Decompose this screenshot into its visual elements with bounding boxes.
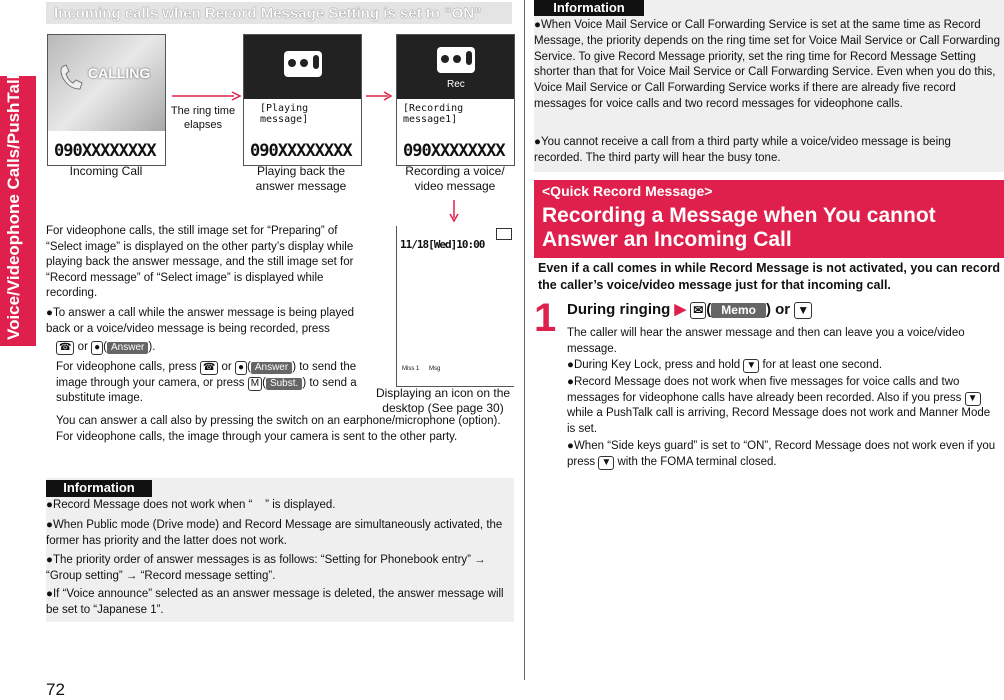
recording-screen <box>397 35 514 99</box>
arrow-down-icon <box>448 198 460 224</box>
message-icon <box>429 366 440 372</box>
or-text: or <box>775 301 791 318</box>
answer-softkey: Answer <box>251 362 292 374</box>
list-item: ●If “Voice announce” selected as an answer message is deleted, the answer message will be set to “Japanese 1”. <box>46 588 504 616</box>
arrow-right-icon <box>364 90 394 102</box>
phone-number: 090XXXXXXXX <box>403 141 505 161</box>
desktop-datetime: 11/18[Wed]10:00 <box>400 238 485 251</box>
signal-icon <box>496 228 512 240</box>
step-description: The caller will hear the answer message and then can leave you a voice/video message. <box>567 327 965 355</box>
list-item: ●When Public mode (Drive mode) and Record Message are simultaneously activated, the former has priority and the latter does not work. <box>46 519 503 547</box>
during-ringing-text: During ringing <box>567 301 671 318</box>
section-banner-text: Incoming calls when Record Message Setting is set to “ON” <box>54 5 482 22</box>
center-key-icon: ● <box>91 341 103 355</box>
quick-record-tag: <Quick Record Message> <box>542 183 713 199</box>
quick-record-title: Recording a Message when You cannot Answer an Incoming Call <box>542 204 936 251</box>
answer-softkey: Answer <box>107 342 148 354</box>
cassette-icon <box>284 51 322 77</box>
step-arrow-icon: ▶ <box>674 301 687 318</box>
step-instruction: During ringing ▶ ✉ ( Memo ) or ▼ <box>567 300 1001 319</box>
incoming-caption: Incoming Call <box>69 164 143 178</box>
recording-label: [Recording message1] <box>403 103 464 125</box>
menu-key-icon: M <box>248 377 262 391</box>
calling-label: CALLING <box>88 65 151 81</box>
side-tab <box>0 69 36 346</box>
phone-playing-message <box>243 34 362 166</box>
list-item: ●During Key Lock, press and hold ▼ for at least one second. <box>567 359 883 371</box>
arrow-right-icon <box>168 90 244 102</box>
videophone-press-text: For videophone calls, press <box>56 361 197 373</box>
list-item: ●You cannot receive a call from a third party while a voice/video message is being recorded. The third party will hear the busy tone. <box>534 136 951 164</box>
list-item: ●Record Message does not work when five messages for voice calls and two messages for videophone calls have already been recorded. Also if you press ▼ while a PushTalk call is arriving, Record Message does not work and Manner Mode is set. <box>567 376 991 435</box>
information-heading-left: Information <box>46 480 152 497</box>
side-down-key-icon: ▼ <box>743 359 759 373</box>
side-down-key-icon: ▼ <box>794 302 812 319</box>
playing-screen <box>244 35 361 99</box>
earphone-answer-text: You can answer a call also by pressing the switch on an earphone/microphone (option). For videophone calls, the image through your camera is sent to the other party. <box>56 415 501 443</box>
playing-caption: Playing back the answer message <box>255 164 347 193</box>
answer-keys-line: ☎ or ● ( Answer ). <box>56 340 368 356</box>
list-item: ●When “Side keys guard” is set to “ON”, Record Message does not work even if you press ▼ with the FOMA terminal closed. <box>567 440 996 468</box>
phone-handset-icon <box>56 63 86 93</box>
call-key-icon: ☎ <box>200 361 218 375</box>
answer-call-bullet: ●To answer a call while the answer message is being played back or a voice/video message is being recorded, press <box>46 307 355 335</box>
videophone-answer-text: For videophone calls, press ☎ or ● ( Answer ) to send the image through your camera, or press M ( Subst. ) to send a substitute image. <box>56 361 357 404</box>
phone-number: 090XXXXXXXX <box>250 141 352 161</box>
substitute-text: to send a substitute image. <box>56 376 357 404</box>
phone-recording-message <box>396 34 515 166</box>
or-text: or <box>77 341 88 353</box>
missed-call-icon <box>402 366 419 372</box>
page-number: 72 <box>46 680 65 699</box>
ring-time-caption: The ring time elapses <box>170 105 236 131</box>
list-item: ●When Voice Mail Service or Call Forwarding Service is set at the same time as Record Message, the priority depends on the ring time set for Voice Mail Service or Call Forwarding Service. To give Record Message priority, set the ring time for Record Message Setting shorter than that for Voice Mail Service or Call Forwarding Service. Even when you do this, Voice Mail Service or Call Forwarding Service works if there are already five record messages for voice calls and two record messages for videophone calls. <box>534 19 1000 110</box>
quick-record-intro: Even if a call comes in while Record Message is not activated, you can record the caller’s voice/video message just for that incoming call. <box>538 261 1000 292</box>
information-heading-right: Information <box>534 0 644 16</box>
subst-softkey: Subst. <box>266 378 302 390</box>
side-tab-label: Voice/Videophone Calls/PushTalk <box>4 69 23 340</box>
side-down-key-icon: ▼ <box>965 392 981 406</box>
list-item: ●The priority order of answer messages is as follows: “Setting for Phonebook entry” → “Group setting” → “Record message setting”. <box>46 554 486 582</box>
step-number: 1 <box>534 296 557 340</box>
answer-call-text: To answer a call while the answer message is being played back or a voice/video message is being recorded, press <box>46 307 355 335</box>
side-down-key-icon: ▼ <box>598 456 614 470</box>
msg-label: Msg <box>429 366 441 372</box>
quick-record-header <box>534 180 1004 258</box>
phone-number: 090XXXXXXXX <box>54 141 156 161</box>
memo-softkey: Memo <box>711 303 766 318</box>
call-key-icon: ☎ <box>56 341 74 355</box>
phone-desktop <box>396 226 514 387</box>
rec-label: Rec <box>447 79 465 90</box>
send-camera-text: to send the image through your camera, or press <box>56 361 357 389</box>
cassette-icon <box>437 47 475 73</box>
videophone-still-image-paragraph: For videophone calls, the still image set for “Preparing” of “Select image” is displayed on the other party’s display while playing back the answer message, and the still image set for “Record message” of “Select image” is displayed while recording. <box>46 225 354 299</box>
column-divider <box>524 0 525 680</box>
playing-label: [Playing message] <box>260 103 309 125</box>
mail-key-icon: ✉ <box>690 302 706 319</box>
center-key-icon: ● <box>235 361 247 375</box>
phone-incoming-call <box>47 34 166 166</box>
section-banner <box>46 2 512 24</box>
desktop-caption: Displaying an icon on the desktop (See page 30) <box>375 386 511 415</box>
or-text: or <box>221 361 232 373</box>
calling-screen <box>48 35 165 131</box>
recording-caption: Recording a voice/ video message <box>405 164 505 193</box>
list-item: ●Record Message does not work when “ ” is displayed. <box>46 499 336 511</box>
miss-label: Miss 1 <box>402 366 420 372</box>
